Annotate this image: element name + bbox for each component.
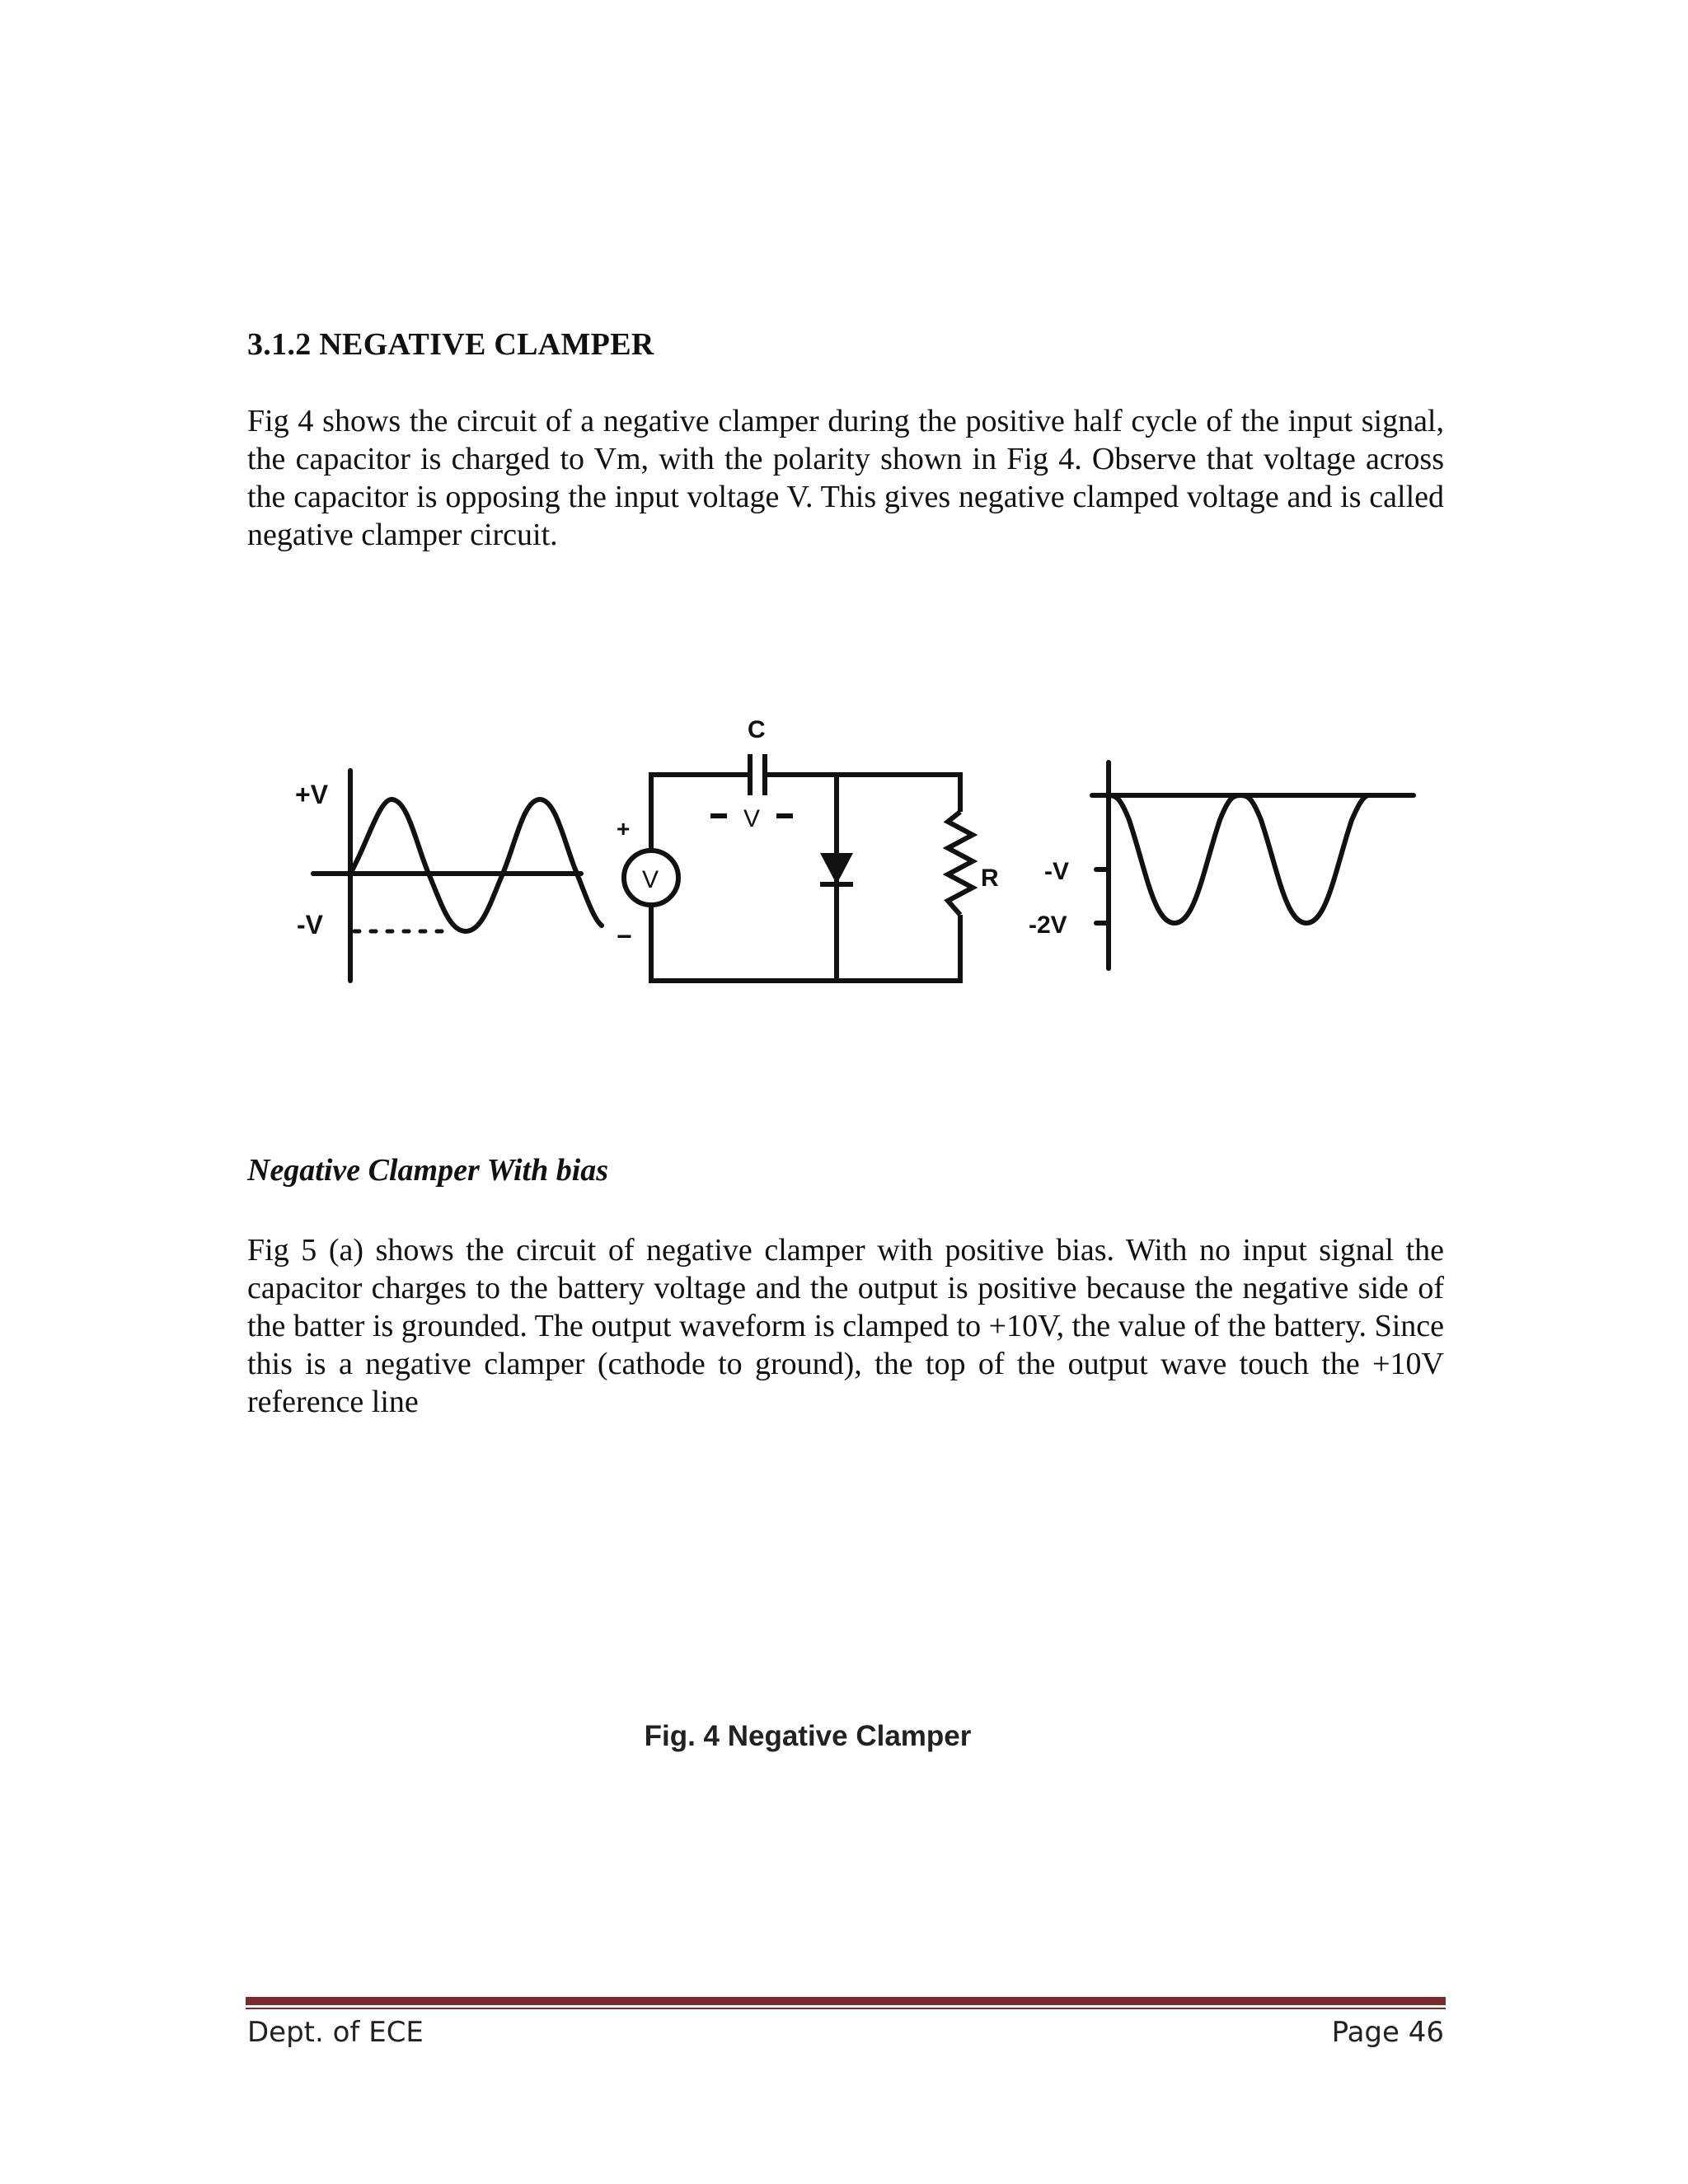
cap-voltage-label: V	[743, 805, 761, 832]
wire-bottom	[651, 907, 960, 981]
output-wave	[1109, 795, 1368, 923]
source-label: V	[642, 866, 659, 893]
resistor-label: R	[981, 865, 999, 892]
capacitor-label: C	[748, 716, 766, 743]
output-label-v: -V	[1044, 858, 1069, 885]
subsection-title: Negative Clamper With bias	[247, 1153, 609, 1188]
output-label-2v: -2V	[1029, 912, 1067, 939]
wire-top-right	[765, 775, 960, 812]
resistor-zigzag	[948, 812, 973, 915]
wire-top-left	[651, 775, 750, 849]
source-minus-label: −	[617, 921, 632, 951]
diode-triangle	[820, 853, 853, 884]
section-paragraph: Fig 4 shows the circuit of a negative clamper during the positive half cycle of the input signal, the capacitor is charged to Vm, with the polarity shown in Fig 4. Observe that voltage across the capacitor is opposing the input voltage V. This gives negative clamped voltage and is called negative clamper circuit.	[247, 404, 1444, 552]
input-pos-label: +V	[295, 780, 329, 809]
input-sine-wave	[350, 799, 602, 931]
input-neg-label: -V	[297, 910, 323, 940]
section-title: 3.1.2 NEGATIVE CLAMPER	[247, 327, 654, 362]
figure-caption: Fig. 4 Negative Clamper	[644, 1720, 972, 1752]
footer-page-number: Page 46	[1331, 2016, 1444, 2049]
figure-drawing	[272, 705, 1442, 1084]
footer-department: Dept. of ECE	[247, 2016, 424, 2049]
footer-rule-thin	[246, 2008, 1446, 2009]
source-plus-label: +	[617, 816, 631, 841]
subsection-paragraph: Fig 5 (a) shows the circuit of negative clamper with positive bias. With no input signal the capacitor charges to the battery voltage and the output is positive because the negative side of the batter is grounded. The output waveform is clamped to +10V, the value of the battery. Since this is a negative clamper (cathode to ground), the top of the output wave touch the +10V reference line	[247, 1233, 1444, 1419]
footer-rule	[246, 1997, 1446, 2005]
